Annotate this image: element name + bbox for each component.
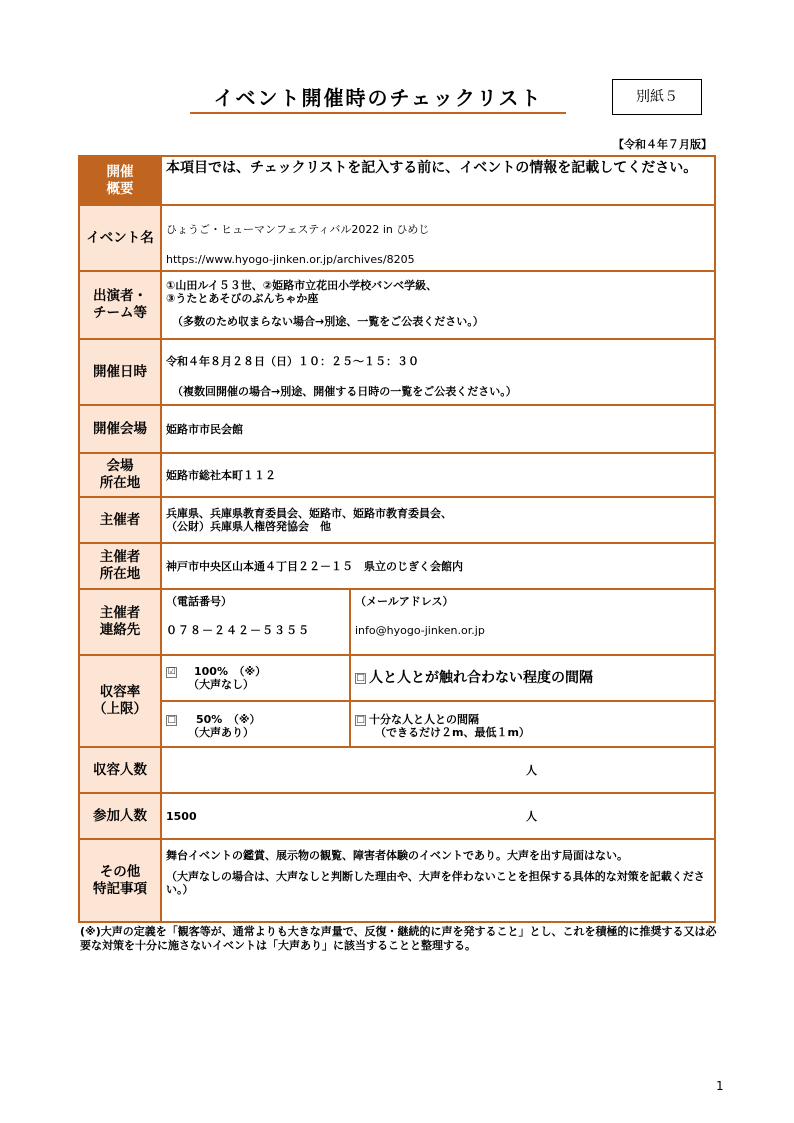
checkbox-checked-icon[interactable]: ☑ (167, 666, 176, 677)
performers-line1: ①山田ルイ５３世、②姫路市立花田小学校バンベ学級、 (166, 279, 438, 292)
organizer-line2: （公財）兵庫県人権啓発協会 他 (166, 520, 331, 533)
capacity-opt2-main: 人と人とが触れ合わない程度の間隔 (369, 669, 593, 686)
event-url: https://www.hyogo-jinken.or.jp/archives/8205 (166, 253, 415, 266)
participants-unit: 人 (526, 809, 537, 823)
other-label: その他 特記事項 (78, 838, 162, 923)
venue-label: 開催会場 (78, 404, 162, 454)
organizer-address-value: 神戸市中央区山本通４丁目２２－１５ 県立のじぎく会館内 (160, 542, 716, 590)
organizer-cell (160, 496, 716, 544)
performers-label: 出演者・ チーム等 (78, 270, 162, 340)
venue-address-label: 会場 所在地 (78, 452, 162, 498)
checkbox-icon[interactable]: □ (167, 714, 176, 725)
capacity-opt4[interactable] (349, 700, 716, 748)
email-label: （メールアドレス） (355, 595, 454, 608)
phone-value: ０７８－２４２－５３５５ (166, 624, 310, 637)
capacity-opt2[interactable] (349, 654, 716, 702)
capacity-opt4-main: 十分な人と人との間隔 (369, 713, 479, 726)
contact-label: 主催者 連絡先 (78, 588, 162, 656)
participants-label: 参加人数 (78, 792, 162, 840)
overview-text: 本項目では、チェックリストを記入する前に、イベントの情報を記載してください。 (160, 155, 716, 206)
email-cell (349, 588, 716, 656)
capacity-people-unit: 人 (526, 763, 537, 777)
venue-value: 姫路市市民会館 (160, 404, 716, 454)
attachment-label: 別紙５ (612, 79, 702, 115)
organizer-address-label: 主催者 所在地 (78, 542, 162, 590)
capacity-opt1[interactable] (160, 654, 351, 702)
capacity-people-label: 収容人数 (78, 746, 162, 794)
capacity-opt1-main: 100% （※） (194, 665, 267, 678)
datetime-label: 開催日時 (78, 338, 162, 406)
performers-line2: ③うたとあそびのぶんちゃか座 (166, 292, 319, 305)
capacity-opt3-sub: （大声あり） (188, 726, 254, 739)
footnote: (※)大声の定義を「観客等が、通常よりも大きな声量で、反復・継続的に声を発すること」とし、これを積極的に推奨する又は必要な対策を十分に施さないイベントは「大声あり」に該当することと整理する。 (80, 925, 717, 952)
organizer-label: 主催者 (78, 496, 162, 544)
capacity-label: 収容率 （上限） (78, 654, 162, 748)
other-text: 舞台イベントの鑑賞、展示物の観覧、障害者体験のイベントであり。大声を出す局面はない。 (166, 849, 628, 862)
phone-cell (160, 588, 351, 656)
email-value: info@hyogo-jinken.or.jp (355, 624, 485, 637)
overview-label: 開催 概要 (78, 155, 162, 206)
other-note: （大声なしの場合は、大声なしと判断した理由や、大声を伴わないことを担保する具体的な対策を記載ください。） (166, 870, 705, 896)
venue-address-value: 姫路市総社本町１１２ (160, 452, 716, 498)
event-name-cell (160, 204, 716, 272)
event-name-value: ひょうご・ヒューマンフェスティバル2022 in ひめじ (166, 223, 430, 236)
participants-value[interactable]: 1500 (166, 809, 197, 823)
checkbox-icon[interactable]: □ (356, 672, 365, 683)
capacity-opt3[interactable] (160, 700, 351, 748)
performers-note: （多数のため収まらない場合→別途、一覧をご公表ください。） (172, 315, 484, 328)
event-name-label: イベント名 (78, 204, 162, 272)
capacity-people-cell[interactable] (160, 746, 716, 794)
page-title: イベント開催時のチェックリスト (190, 84, 566, 114)
performers-cell (160, 270, 716, 340)
capacity-opt4-sub: （できるだけ２m、最低１m） (375, 726, 530, 739)
participants-cell[interactable] (160, 792, 716, 840)
datetime-note: （複数回開催の場合→別途、開催する日時の一覧をご公表ください。） (172, 385, 517, 398)
datetime-value: 令和４年８月２８日（日）１０：２５～１５：３０ (166, 355, 419, 368)
capacity-opt1-sub: （大声なし） (188, 678, 254, 691)
capacity-opt3-main: 50% （※） (196, 713, 261, 726)
edition-label: 【令和４年７月版】 (613, 138, 712, 151)
checkbox-icon[interactable]: □ (356, 714, 365, 725)
phone-label: （電話番号） (166, 595, 232, 608)
organizer-line1: 兵庫県、兵庫県教育委員会、姫路市、姫路市教育委員会、 (166, 507, 452, 520)
datetime-cell (160, 338, 716, 406)
other-cell (160, 838, 716, 923)
page-number: 1 (716, 1079, 724, 1093)
